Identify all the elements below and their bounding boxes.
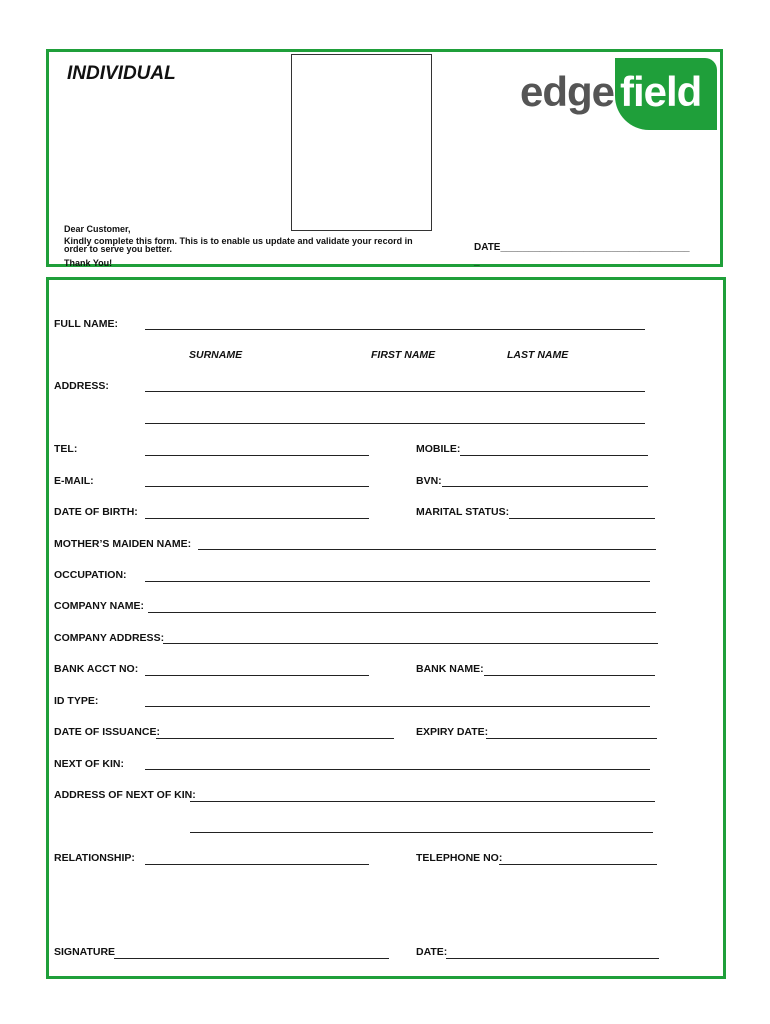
bvn-field[interactable] — [442, 486, 648, 487]
id-type-label: ID TYPE: — [54, 695, 99, 707]
dob-label: DATE OF BIRTH: — [54, 506, 138, 518]
instruction-message — [64, 237, 413, 253]
form-title: INDIVIDUAL — [67, 63, 176, 84]
bank-acct-field[interactable] — [145, 675, 369, 676]
expiry-date-field[interactable] — [486, 738, 657, 739]
header-date-overflow: _ — [474, 256, 480, 267]
occupation-field[interactable] — [145, 581, 650, 582]
telephone-label: TELEPHONE NO: — [416, 852, 503, 864]
telephone-field[interactable] — [499, 864, 657, 865]
tel-label: TEL: — [54, 443, 78, 455]
next-of-kin-field[interactable] — [145, 769, 650, 770]
bottom-date-field[interactable] — [446, 958, 659, 959]
company-name-field[interactable] — [148, 612, 656, 613]
id-type-field[interactable] — [145, 706, 650, 707]
nok-address-label: ADDRESS OF NEXT OF KIN: — [54, 789, 196, 801]
maiden-name-label: MOTHER’S MAIDEN NAME: — [54, 538, 192, 550]
edgefield-logo — [520, 58, 720, 132]
address-field-line-1[interactable] — [145, 391, 645, 392]
form-box — [46, 277, 726, 979]
full-name-field[interactable] — [145, 329, 645, 330]
next-of-kin-label: NEXT OF KIN: — [54, 758, 124, 770]
bank-acct-label: BANK ACCT NO: — [54, 663, 139, 675]
signature-field[interactable] — [114, 958, 389, 959]
tel-field[interactable] — [145, 455, 369, 456]
address-field-line-2[interactable] — [145, 423, 645, 424]
header-date-label: DATE__________________________________ — [474, 242, 690, 253]
marital-status-label: MARITAL STATUS: — [416, 506, 510, 518]
address-label: ADDRESS: — [54, 380, 109, 392]
first-name-hint: FIRST NAME — [371, 349, 436, 361]
expiry-date-label: EXPIRY DATE: — [416, 726, 489, 738]
bank-name-label: BANK NAME: — [416, 663, 484, 675]
bottom-date-label: DATE: — [416, 946, 448, 958]
company-address-label: COMPANY ADDRESS: — [54, 632, 165, 644]
issuance-date-field[interactable] — [156, 738, 394, 739]
instruction-line-2: order to serve you better. — [64, 244, 173, 254]
thank-you: Thank You! — [64, 258, 113, 268]
bank-name-field[interactable] — [484, 675, 655, 676]
occupation-label: OCCUPATION: — [54, 569, 127, 581]
full-name-label: FULL NAME: — [54, 318, 118, 330]
header-date-field[interactable] — [474, 241, 690, 269]
company-address-field[interactable] — [163, 643, 658, 644]
nok-address-field-line-2[interactable] — [190, 832, 653, 833]
company-name-label: COMPANY NAME: — [54, 600, 145, 612]
maiden-name-field[interactable] — [198, 549, 656, 550]
passport-photo-box — [291, 54, 432, 231]
email-field[interactable] — [145, 486, 369, 487]
relationship-field[interactable] — [145, 864, 369, 865]
relationship-label: RELATIONSHIP: — [54, 852, 135, 864]
email-label: E-MAIL: — [54, 475, 94, 487]
logo-text-field: field — [620, 68, 702, 115]
marital-status-field[interactable] — [509, 518, 655, 519]
issuance-date-label: DATE OF ISSUANCE: — [54, 726, 160, 738]
nok-address-field-line-1[interactable] — [190, 801, 655, 802]
mobile-field[interactable] — [460, 455, 648, 456]
dob-field[interactable] — [145, 518, 369, 519]
instruction-line-1: Kindly complete this form. This is to enable us update and validate your record in — [64, 236, 413, 246]
last-name-hint: LAST NAME — [507, 349, 569, 361]
surname-hint: SURNAME — [189, 349, 243, 361]
signature-label: SIGNATURE — [54, 946, 116, 958]
mobile-label: MOBILE: — [416, 443, 461, 455]
bvn-label: BVN: — [416, 475, 442, 487]
greeting: Dear Customer, — [64, 224, 131, 234]
logo-text-edge: edge — [520, 68, 615, 115]
